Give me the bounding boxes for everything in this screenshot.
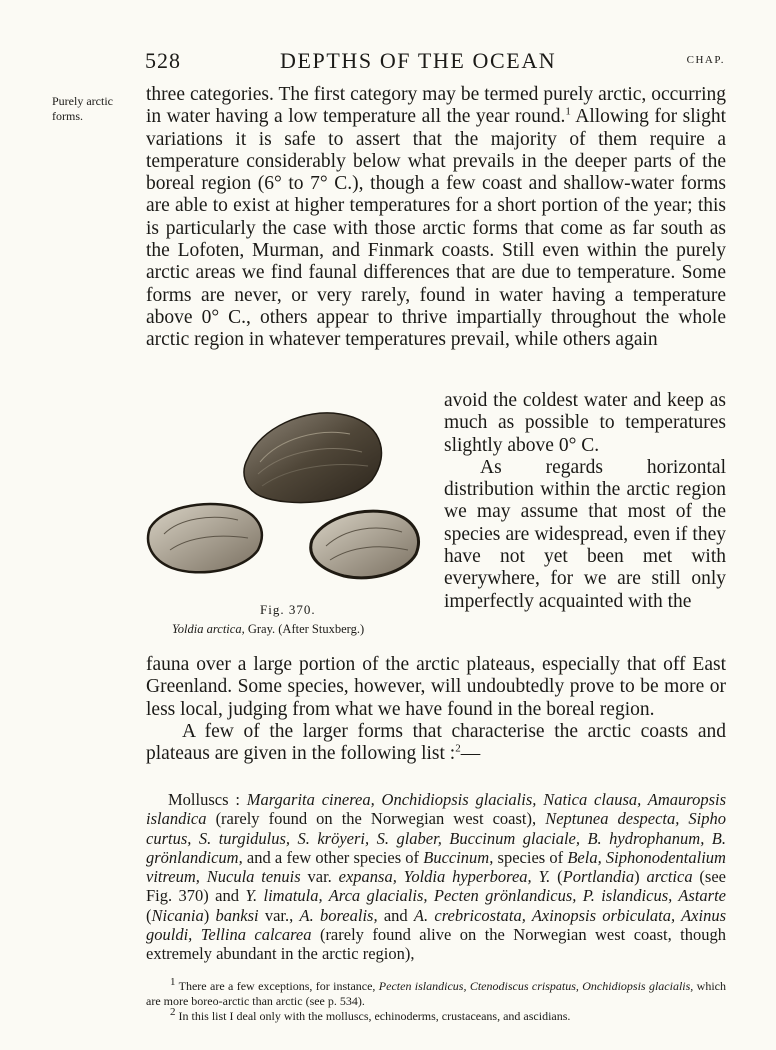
list-text-5: ( <box>550 867 563 887</box>
running-head <box>145 48 725 78</box>
shell-right-interior <box>311 511 419 578</box>
species-8: Y. limatula, Arca glacialis, Pecten grönlandicus, P. islandicus, Astarte <box>245 886 726 906</box>
wrap-column <box>444 390 726 613</box>
species-list <box>146 790 726 964</box>
list-text-9: ) <box>203 905 216 925</box>
page-number: 528 <box>145 48 181 73</box>
wrap-text-1: avoid the coldest water and keep as much as possible to temperatures slightly above 0° C. <box>444 390 726 456</box>
list-text-3: species of <box>493 847 568 867</box>
shell-left-interior <box>148 504 262 572</box>
list-text-12: (rarely found alive on the Norwegian west coast, though extremely abundant in the arctic region), <box>146 925 726 964</box>
running-title: DEPTHS OF THE OCEAN <box>280 48 557 73</box>
shell-top <box>244 413 382 503</box>
species-6: Portlandia <box>562 867 635 887</box>
footnote-1-text-a: There are a few exceptions, for instance, <box>175 979 379 993</box>
shell-illustration <box>140 400 440 600</box>
list-text-8: ( <box>146 905 152 925</box>
list-text-1: (rarely found on the Norwegian west coast), <box>206 809 546 829</box>
footnote-ref-2: 2 <box>455 742 461 755</box>
list-text-7: (see Fig. 370) and <box>146 867 726 906</box>
list-text-4: var. <box>300 867 339 887</box>
body-paragraph-2 <box>146 654 726 765</box>
footnotes <box>146 976 726 1024</box>
list-text-6: ) <box>634 867 647 887</box>
margin-sidenote: Purely arctic forms. <box>52 94 113 123</box>
species-12: A. crebricostata, Axinopsis orbiculata, Axinus gouldi, Tellina calcarea <box>146 905 726 945</box>
footnote-2 <box>146 1006 726 1024</box>
footnote-2-mark: 2 <box>170 1006 176 1018</box>
em-dash: — <box>460 743 481 765</box>
footnote-1 <box>146 976 726 1009</box>
list-lead: Molluscs : <box>168 790 247 809</box>
species-10: banksi <box>215 905 259 925</box>
body-paragraph-1 <box>146 84 726 352</box>
figure-370 <box>140 400 440 650</box>
list-text-10: var., <box>258 905 300 925</box>
lower-text-2a: A few of the larger forms that characterise the arctic coasts and plateaus are given in the following list : <box>146 720 726 765</box>
species-5: expansa, Yoldia hyperborea, Y. <box>338 867 551 887</box>
wrap-text-2: As regards horizontal distribution within the arctic region we may assume that most of the species are widespread, even if they have not yet been met with everywhere, for we are still only imperfectly acquainted with the <box>444 456 726 612</box>
species-2: Neptunea despecta, Sipho curtus, S. turgidulus, S. kröyeri, S. glaber, Buccinum glaciale, B. hydrophanum, B. grönlandicum, <box>146 809 726 867</box>
lower-text-2 <box>146 721 726 766</box>
species-11: A. borealis, <box>299 905 378 925</box>
figure-caption <box>172 622 364 637</box>
species-4: Bela, Siphonodentalium vitreum, Nucula tenuis <box>146 847 726 887</box>
species-3: Buccinum, <box>423 847 494 867</box>
species-7: arctica <box>646 867 693 887</box>
species-9: Nicania <box>151 905 204 925</box>
list-text-11: and <box>377 905 414 925</box>
lower-text-1: fauna over a large portion of the arctic plateaus, especially that off East Greenland. Some species, however, will undoubtedly prove to be more or less local, judging from what we have found in the boreal region. <box>146 654 726 720</box>
figure-label: Fig. 370. <box>260 602 316 617</box>
footnote-1-mark: 1 <box>170 976 176 988</box>
footnote-1-species: Pecten islandicus, Ctenodiscus crispatus, Onchidiopsis glacialis, <box>378 979 694 993</box>
chapter-abbrev: CHAP. <box>686 54 725 66</box>
caption-rest: Gray. (After Stuxberg.) <box>244 622 365 636</box>
caption-species: Yoldia arctica, <box>172 622 245 636</box>
footnote-ref-1: 1 <box>565 105 571 118</box>
footnote-1-text-c: which are more boreo-arctic than arctic (see p. 534). <box>146 979 726 1008</box>
body-text-1a: three categories. The first category may be termed purely arctic, occurring in water having a low temperature all the year round. <box>146 84 726 128</box>
footnote-2-text: In this list I deal only with the molluscs, echinoderms, crustaceans, and ascidians. <box>175 1009 571 1023</box>
list-text-2: and a few other species of <box>242 847 424 867</box>
body-text-1b: Allowing for slight variations it is safe to assert that the majority of them require a temperature considerably below what prevails in the deeper parts of the boreal region (6° to 7° C.), though a few coast and shallow-water forms are able to exist at higher temperatures for a short portion of the year; this is particularly the case with those arctic forms that come as far south as the Lofoten, Murman, and Finmark coasts. Still even within the purely arctic areas we find faunal differences that are due to temperature. Some forms are never, or very rarely, found in water having a temperature above 0° C., others appear to thrive impartially throughout the whole arctic region in whatever temperatures prevail, while others again <box>146 106 727 351</box>
species-1: Margarita cinerea, Onchidiopsis glacialis, Natica clausa, Amauropsis islandica <box>146 790 727 829</box>
